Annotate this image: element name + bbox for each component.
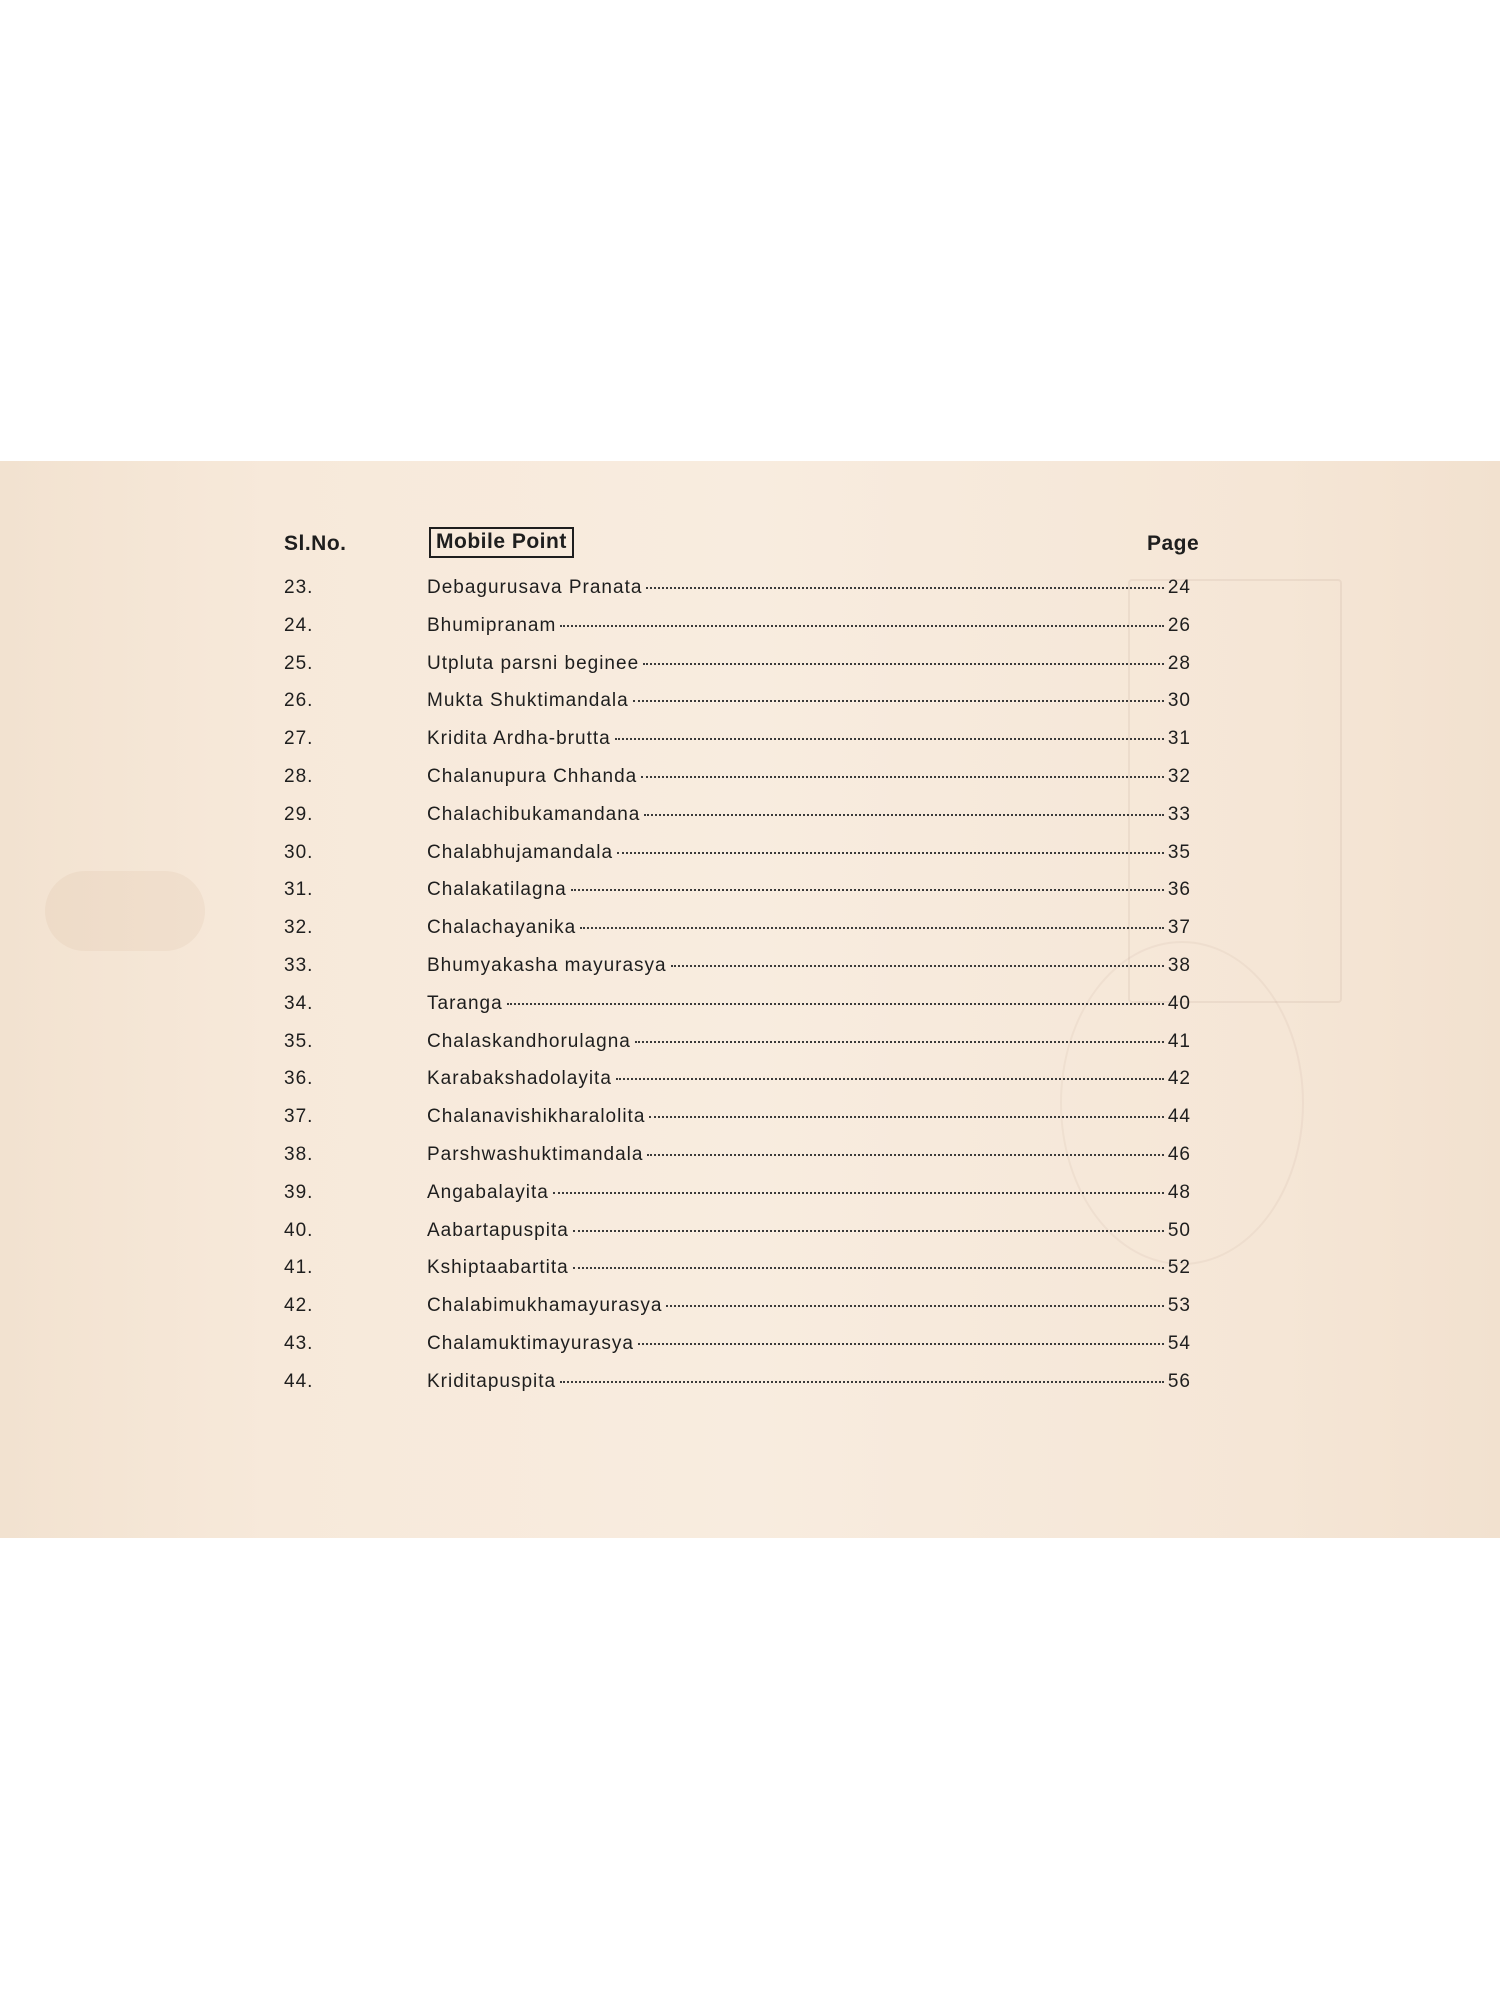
toc-row-page: 35: [1167, 841, 1191, 863]
toc-entry: [427, 1106, 1191, 1128]
dot-leader: [666, 1305, 1163, 1307]
toc-entry: [427, 1031, 1191, 1053]
toc-row-title: Chalabhujamandala: [427, 841, 614, 863]
toc-entry: [427, 653, 1191, 675]
toc-row-page: 33: [1167, 803, 1191, 825]
toc-row-number: 26.: [284, 690, 314, 712]
toc-row-title: Debagurusava Pranata: [427, 577, 643, 598]
toc-entry: [427, 993, 1191, 1015]
toc-entry: [427, 1257, 1191, 1279]
dot-leader: [573, 1230, 1164, 1232]
toc-entry: [427, 1068, 1191, 1090]
dot-leader: [647, 1154, 1163, 1156]
toc-entry: [427, 728, 1191, 750]
toc-row-page: 36: [1167, 879, 1191, 901]
dot-leader: [553, 1192, 1164, 1194]
toc-row-title: Bhumipranam: [427, 614, 557, 636]
toc-row-page: 53: [1167, 1295, 1191, 1317]
toc-row-page: 31: [1167, 728, 1191, 750]
toc-rows: [0, 572, 1500, 1404]
toc-row-number: 42.: [284, 1295, 314, 1317]
toc-row-page: 32: [1167, 765, 1191, 787]
toc-entry: [427, 1371, 1191, 1393]
toc-row: [0, 799, 1500, 837]
toc-entry: [427, 577, 1191, 599]
toc-row-title: Taranga: [427, 992, 503, 1014]
toc-entry: [427, 1220, 1191, 1242]
toc-row-page: 54: [1167, 1332, 1191, 1354]
toc-row: [0, 761, 1500, 799]
toc-row-number: 24.: [284, 614, 314, 636]
toc-entry: [427, 917, 1191, 939]
toc-row-number: 43.: [284, 1332, 314, 1354]
toc-row-number: 35.: [284, 1030, 314, 1052]
dot-leader: [671, 965, 1164, 967]
header-sl-no: Sl.No.: [284, 532, 347, 555]
toc-row: [0, 572, 1500, 610]
toc-row-title: Chalamuktimayurasya: [427, 1332, 634, 1354]
toc-row-number: 32.: [284, 917, 314, 939]
toc-row-title: Bhumyakasha mayurasya: [427, 954, 667, 976]
toc-row-number: 30.: [284, 841, 314, 863]
toc-row-title: Kridita Ardha-brutta: [427, 728, 611, 750]
toc-entry: [427, 804, 1191, 826]
toc-row: [0, 912, 1500, 950]
toc-row-number: 41.: [284, 1257, 314, 1279]
toc-entry: [427, 1295, 1191, 1317]
toc-row-title: Chalakatilagna: [427, 879, 567, 901]
toc-row-title: Chalaskandhorulagna: [427, 1030, 631, 1052]
toc-row: [0, 685, 1500, 723]
toc-row-page: 46: [1167, 1143, 1191, 1165]
toc-row-page: 42: [1167, 1068, 1191, 1090]
toc-row-number: 38.: [284, 1143, 314, 1165]
toc-row: [0, 1328, 1500, 1366]
toc-row-number: 29.: [284, 803, 314, 825]
table-of-contents: [0, 461, 1500, 1538]
dot-leader: [507, 1003, 1164, 1005]
dot-leader: [615, 738, 1164, 740]
header-page: Page: [1147, 532, 1200, 555]
dot-leader: [644, 814, 1163, 816]
toc-row: [0, 1026, 1500, 1064]
toc-row-title: Chalachayanika: [427, 917, 577, 939]
toc-row-page: 44: [1167, 1106, 1191, 1128]
toc-row: [0, 1063, 1500, 1101]
toc-row-title: Karabakshadolayita: [427, 1068, 612, 1090]
toc-row-title: Kriditapuspita: [427, 1370, 557, 1392]
dot-leader: [633, 700, 1164, 702]
toc-row-number: 31.: [284, 879, 314, 901]
dot-leader: [571, 889, 1164, 891]
toc-row-title: Aabartapuspita: [427, 1219, 569, 1241]
toc-entry: [427, 842, 1191, 864]
toc-row-number: 44.: [284, 1370, 314, 1392]
toc-row-title: Chalachibukamandana: [427, 803, 641, 825]
toc-row-page: 37: [1167, 917, 1191, 939]
toc-entry: [427, 1182, 1191, 1204]
toc-entry: [427, 690, 1191, 712]
toc-row-page: 56: [1167, 1370, 1191, 1392]
toc-row-page: 41: [1167, 1030, 1191, 1052]
toc-row: [0, 1290, 1500, 1328]
toc-row-number: 27.: [284, 728, 314, 750]
toc-row: [0, 837, 1500, 875]
toc-row-title: Mukta Shuktimandala: [427, 690, 629, 712]
toc-row-number: 36.: [284, 1068, 314, 1090]
toc-row: [0, 1101, 1500, 1139]
toc-row: [0, 1215, 1500, 1253]
toc-row-title: Parshwashuktimandala: [427, 1143, 644, 1165]
toc-entry: [427, 766, 1191, 788]
toc-entry: [427, 615, 1191, 637]
dot-leader: [641, 776, 1164, 778]
dot-leader: [635, 1041, 1164, 1043]
toc-row-page: 40: [1167, 992, 1191, 1014]
toc-row-page: 52: [1167, 1257, 1191, 1279]
toc-row-page: 26: [1167, 614, 1191, 636]
dot-leader: [649, 1116, 1163, 1118]
dot-leader: [643, 663, 1164, 665]
toc-entry: [427, 879, 1191, 901]
toc-row: [0, 874, 1500, 912]
toc-row-number: 39.: [284, 1181, 314, 1203]
toc-row-page: 28: [1167, 652, 1191, 674]
toc-row-title: Chalanupura Chhanda: [427, 765, 638, 787]
dot-leader: [560, 625, 1164, 627]
toc-row-title: Angabalayita: [427, 1181, 549, 1203]
toc-row: [0, 950, 1500, 988]
toc-entry: [427, 955, 1191, 977]
toc-row: [0, 988, 1500, 1026]
toc-row-number: 33.: [284, 954, 314, 976]
toc-row-title: Chalabimukhamayurasya: [427, 1295, 663, 1317]
toc-entry: [427, 1144, 1191, 1166]
toc-row-number: 34.: [284, 992, 314, 1014]
dot-leader: [616, 1078, 1164, 1080]
toc-row: [0, 1177, 1500, 1215]
toc-row-page: 38: [1167, 954, 1191, 976]
dot-leader: [580, 927, 1164, 929]
toc-row-page: 50: [1167, 1219, 1191, 1241]
header-mobile-point: Mobile Point: [429, 527, 574, 558]
toc-row-number: 40.: [284, 1219, 314, 1241]
toc-row-title: Kshiptaabartita: [427, 1257, 569, 1279]
toc-row-title: Chalanavishikharalolita: [427, 1106, 646, 1128]
toc-row-title: Utpluta parsni beginee: [427, 652, 640, 674]
toc-row-number: 28.: [284, 765, 314, 787]
toc-row: [0, 1252, 1500, 1290]
toc-row-number: 25.: [284, 652, 314, 674]
toc-entry: [427, 1333, 1191, 1355]
dot-leader: [573, 1267, 1164, 1269]
dot-leader: [646, 587, 1163, 589]
toc-row: [0, 648, 1500, 686]
toc-row: [0, 610, 1500, 648]
toc-row-number: 37.: [284, 1106, 314, 1128]
toc-row-page: 48: [1167, 1181, 1191, 1203]
toc-row: [0, 1366, 1500, 1404]
toc-row-page: 24: [1167, 577, 1191, 598]
dot-leader: [560, 1381, 1164, 1383]
toc-row-page: 30: [1167, 690, 1191, 712]
toc-row: [0, 1139, 1500, 1177]
dot-leader: [617, 852, 1164, 854]
scanned-page: [0, 461, 1500, 1538]
dot-leader: [638, 1343, 1164, 1345]
toc-row: [0, 723, 1500, 761]
toc-row-number: 23.: [284, 577, 314, 598]
